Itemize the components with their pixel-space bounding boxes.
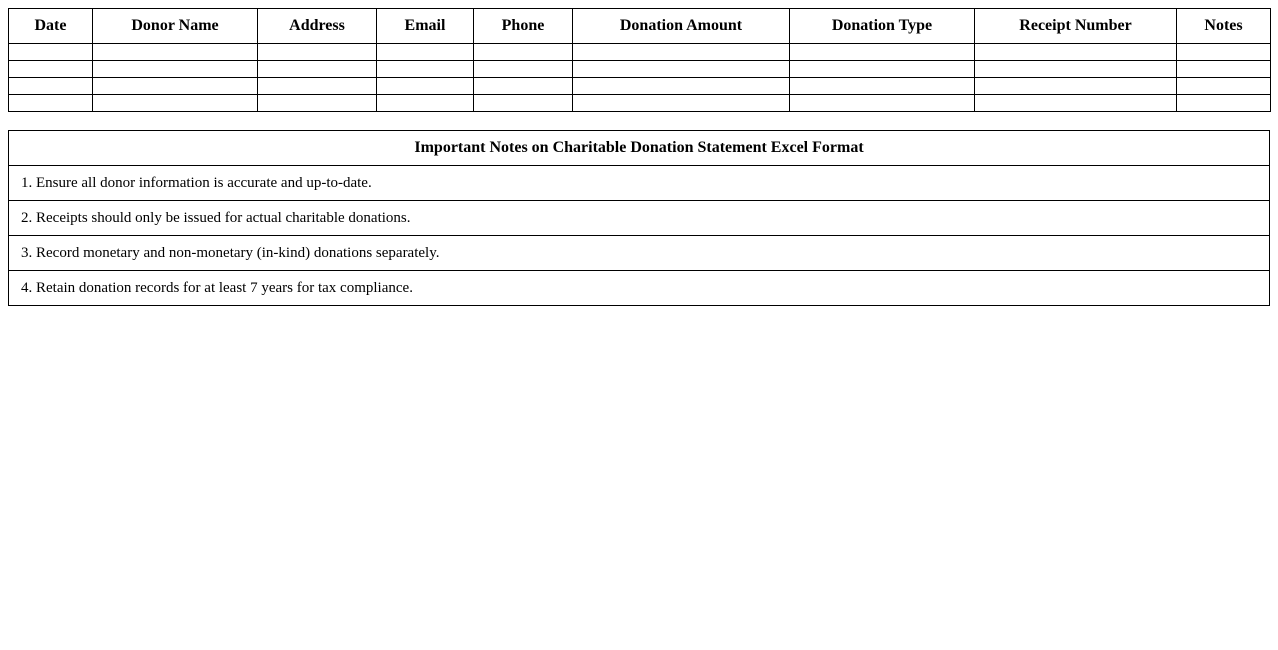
table-cell[interactable] bbox=[1177, 61, 1271, 78]
table-cell[interactable] bbox=[9, 95, 93, 112]
table-cell[interactable] bbox=[790, 78, 975, 95]
column-header-receipt-number: Receipt Number bbox=[975, 9, 1177, 44]
table-cell[interactable] bbox=[93, 44, 258, 61]
table-cell[interactable] bbox=[790, 61, 975, 78]
table-cell[interactable] bbox=[474, 44, 573, 61]
column-header-date: Date bbox=[9, 9, 93, 44]
table-cell[interactable] bbox=[975, 95, 1177, 112]
table-header-row bbox=[9, 9, 1271, 44]
table-row bbox=[9, 44, 1271, 61]
notes-title: Important Notes on Charitable Donation Statement Excel Format bbox=[9, 131, 1270, 166]
table-row bbox=[9, 61, 1271, 78]
notes-table bbox=[8, 130, 1270, 306]
table-cell[interactable] bbox=[258, 44, 377, 61]
column-header-donation-amount: Donation Amount bbox=[573, 9, 790, 44]
table-cell[interactable] bbox=[975, 61, 1177, 78]
table-cell[interactable] bbox=[790, 95, 975, 112]
table-cell[interactable] bbox=[573, 61, 790, 78]
table-row bbox=[9, 95, 1271, 112]
note-text: 3. Record monetary and non-monetary (in-kind) donations separately. bbox=[9, 236, 1270, 271]
table-cell[interactable] bbox=[573, 78, 790, 95]
table-row bbox=[9, 78, 1271, 95]
note-text: 2. Receipts should only be issued for actual charitable donations. bbox=[9, 201, 1270, 236]
note-text: 4. Retain donation records for at least 7 years for tax compliance. bbox=[9, 271, 1270, 306]
table-cell[interactable] bbox=[9, 61, 93, 78]
table-cell[interactable] bbox=[474, 95, 573, 112]
table-cell[interactable] bbox=[9, 78, 93, 95]
table-cell[interactable] bbox=[377, 61, 474, 78]
column-header-notes: Notes bbox=[1177, 9, 1271, 44]
table-cell[interactable] bbox=[474, 61, 573, 78]
table-cell[interactable] bbox=[258, 95, 377, 112]
list-item bbox=[9, 236, 1270, 271]
table-cell[interactable] bbox=[573, 44, 790, 61]
column-header-phone: Phone bbox=[474, 9, 573, 44]
table-cell[interactable] bbox=[573, 95, 790, 112]
table-cell[interactable] bbox=[975, 44, 1177, 61]
column-header-address: Address bbox=[258, 9, 377, 44]
table-cell[interactable] bbox=[93, 61, 258, 78]
column-header-donation-type: Donation Type bbox=[790, 9, 975, 44]
table-cell[interactable] bbox=[790, 44, 975, 61]
list-item bbox=[9, 201, 1270, 236]
table-cell[interactable] bbox=[1177, 78, 1271, 95]
table-cell[interactable] bbox=[377, 44, 474, 61]
notes-header-row bbox=[9, 131, 1270, 166]
table-cell[interactable] bbox=[258, 78, 377, 95]
note-text: 1. Ensure all donor information is accurate and up-to-date. bbox=[9, 166, 1270, 201]
table-cell[interactable] bbox=[377, 95, 474, 112]
list-item bbox=[9, 166, 1270, 201]
column-header-email: Email bbox=[377, 9, 474, 44]
donation-table bbox=[8, 8, 1271, 112]
table-cell[interactable] bbox=[975, 78, 1177, 95]
column-header-donor-name: Donor Name bbox=[93, 9, 258, 44]
table-cell[interactable] bbox=[258, 61, 377, 78]
table-cell[interactable] bbox=[93, 78, 258, 95]
table-cell[interactable] bbox=[474, 78, 573, 95]
table-cell[interactable] bbox=[1177, 44, 1271, 61]
table-cell[interactable] bbox=[9, 44, 93, 61]
table-cell[interactable] bbox=[93, 95, 258, 112]
list-item bbox=[9, 271, 1270, 306]
table-cell[interactable] bbox=[377, 78, 474, 95]
table-cell[interactable] bbox=[1177, 95, 1271, 112]
